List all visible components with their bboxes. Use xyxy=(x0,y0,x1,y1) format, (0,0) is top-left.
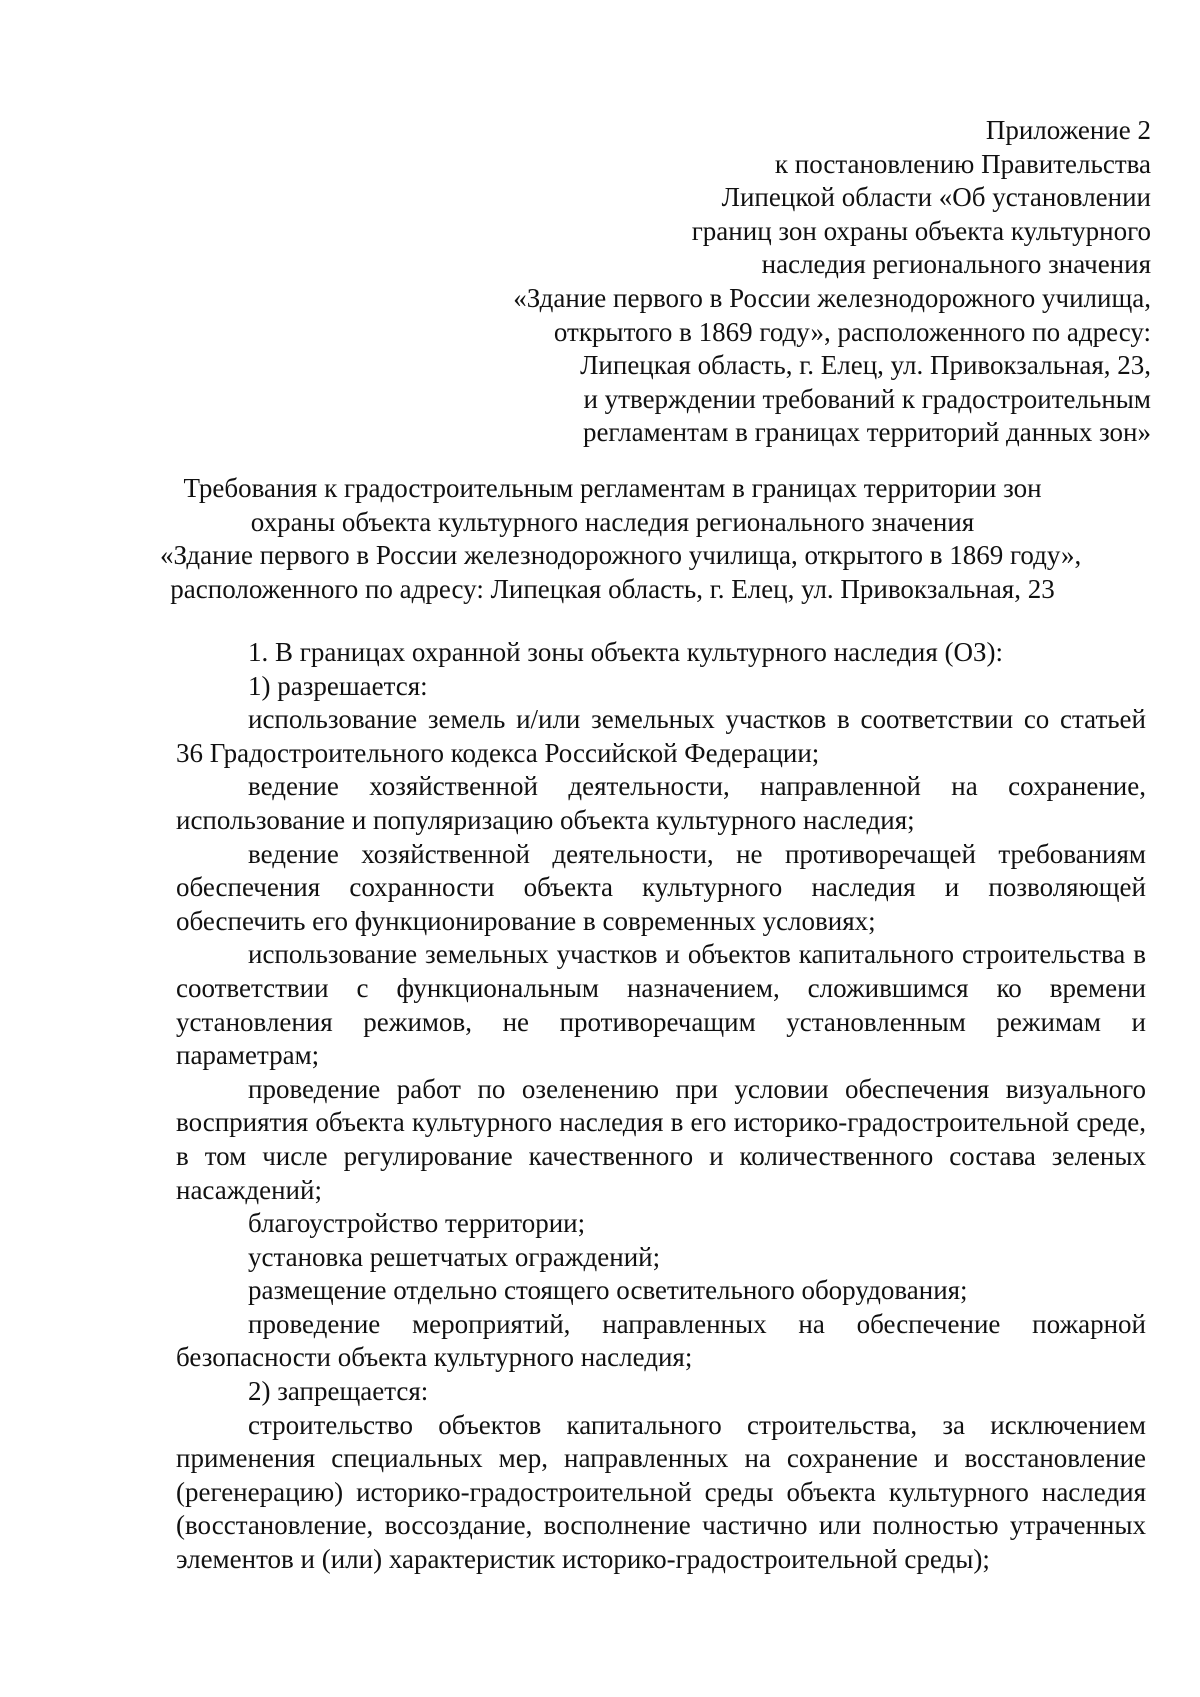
allowed-item: размещение отдельно стоящего осветительного оборудования; xyxy=(248,1275,968,1306)
allowed-item: использование земельных участков и объектов капитального строительства в соответствии с функциональным назначением, сложившимся ко времени установления режимов, не противоречащим установленным режимам и параметрам; xyxy=(176,939,1146,1071)
appendix-line: регламентам в границах территорий данных зон» xyxy=(582,417,1151,448)
appendix-line: Приложение 2 xyxy=(985,115,1151,145)
allowed-heading: 1) разрешается: xyxy=(248,670,428,701)
allowed-item: проведение работ по озеленению при условии обеспечения визуального восприятия объекта культурного наследия в его историко-градостроительной среде, в том числе регулирование качественного и количественного состава зеленых насаждений; xyxy=(176,1073,1146,1205)
title-line: Требования к градостроительным регламентам в границах территории зон xyxy=(183,473,1042,503)
appendix-line: Липецкая область, г. Елец, ул. Привокзальная, 23, xyxy=(580,350,1151,381)
prohibited-item: строительство объектов капитального строительства, за исключением применения специальных мер, направленных на сохранение и восстановление (регенерацию) историко-градостроительной среды объекта культурного наследия (восстановление, воссоздание, восполнение частично или полностью утраченных элементов и (или) характеристик историко-градостроительной среды); xyxy=(176,1409,1146,1575)
document-body xyxy=(176,636,1146,1577)
appendix-line: «Здание первого в России железнодорожного училища, xyxy=(513,282,1151,313)
appendix-line: границ зон охраны объекта культурного xyxy=(691,215,1151,246)
allowed-item: ведение хозяйственной деятельности, направленной на сохранение, использование и популяризацию объекта культурного наследия; xyxy=(176,771,1146,835)
section-heading: 1. В границах охранной зоны объекта культурного наследия (ОЗ): xyxy=(248,637,1004,667)
appendix-line: к постановлению Правительства xyxy=(774,148,1151,179)
appendix-header xyxy=(391,114,1151,450)
appendix-line: Липецкой области «Об установлении xyxy=(721,182,1151,213)
allowed-item: проведение мероприятий, направленных на обеспечение пожарной безопасности объекта культурного наследия; xyxy=(176,1308,1146,1373)
title-line: «Здание первого в России железнодорожного училища, открытого в 1869 году», xyxy=(160,540,1082,571)
allowed-item: установка решетчатых ограждений; xyxy=(248,1241,661,1272)
allowed-item: использование земель и/или земельных участков в соответствии со статьей 36 Градостроительного кодекса Российской Федерации; xyxy=(176,704,1146,768)
appendix-line: наследия регионального значения xyxy=(761,249,1151,280)
allowed-item: благоустройство территории; xyxy=(248,1208,586,1239)
document-title xyxy=(160,472,1082,606)
title-line: расположенного по адресу: Липецкая область, г. Елец, ул. Привокзальная, 23 xyxy=(170,573,1055,604)
title-line: охраны объекта культурного наследия регионального значения xyxy=(250,506,975,537)
allowed-item: ведение хозяйственной деятельности, не противоречащей требованиям обеспечения сохранности объекта культурного наследия и позволяющей обеспечить его функционирование в современных условиях; xyxy=(176,838,1146,936)
appendix-line: и утверждении требований к градостроительным xyxy=(583,383,1151,414)
prohibited-heading: 2) запрещается: xyxy=(248,1376,429,1407)
appendix-line: открытого в 1869 году», расположенного по адресу: xyxy=(553,316,1151,347)
